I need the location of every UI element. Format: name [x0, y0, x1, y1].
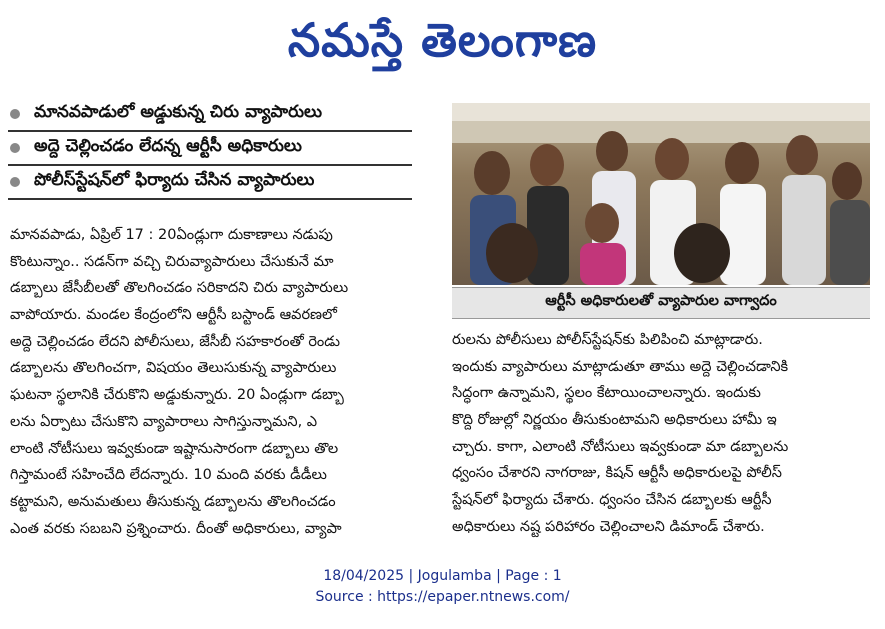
bullet-icon — [10, 143, 20, 153]
highlight-item — [8, 98, 412, 132]
article-line: మానవపాడు, ఏప్రిల్ 17 : 20ఏండ్లుగా దుకాణాలు నడుపు — [10, 227, 333, 243]
article-line: కట్టామని, అనుమతులు తీసుకున్న డబ్బాలను తొలగించడం — [10, 493, 336, 510]
article-line: చ్చారు. కాగా, ఎలాంటి నోటీసులు ఇవ్వకుండా మా డబ్బాలను — [452, 438, 789, 455]
bullet-icon — [10, 177, 20, 187]
edition-info: 18/04/2025 | Jogulamba | Page : 1 — [323, 568, 562, 584]
article-line: కొంటున్నాం.. సడన్‌గా వచ్చి చిరువ్యాపారులు చేసుకునే మా — [10, 253, 334, 270]
article-line: వాపోయారు. మండల కేంద్రంలోని ఆర్టీసీ బస్టాండ్ ఆవరణలో — [10, 307, 337, 324]
article-line: ఎంత వరకు సబబని ప్రశ్నించారు. దీంతో అధికారులు, వ్యాపా — [10, 520, 342, 537]
highlights-list — [8, 98, 412, 200]
highlight-text: పోలీస్‌స్టేషన్‌లో ఫిర్యాదు చేసిన వ్యాపారులు — [34, 170, 315, 190]
bullet-icon — [10, 109, 20, 119]
article-line: లను ఏర్పాటు చేసుకొని వ్యాపారాలు సాగిస్తున్నామని, ఎ — [10, 413, 318, 430]
article-line: గిస్తామంటే సహించేది లేదన్నారు. 10 మంది వరకు డీడీలు — [10, 467, 327, 484]
article-line: స్టేషన్‌లో ఫిర్యాదు చేశారు. ధ్వంసం చేసిన డబ్బాలకు ఆర్టీసీ — [452, 492, 772, 509]
article-line: రులను పోలీసులు పోలీస్‌స్టేషన్‌కు పిలిపించి మాట్లాడారు. — [452, 332, 763, 348]
news-photo — [452, 103, 870, 285]
article-line: ధ్వంసం చేశారని నాగరాజు, కిషన్ ఆర్టీసీ అధికారులపై పోలీస్ — [452, 465, 782, 482]
photo-caption: ఆర్టీసీ అధికారులతో వ్యాపారుల వాగ్వాదం — [452, 287, 870, 319]
highlight-text: మానవపాడులో అడ్డుకున్న చిరు వ్యాపారులు — [34, 102, 322, 122]
newspaper-masthead: నమస్తే తెలంగాణ — [287, 13, 598, 67]
article-line: సిద్ధంగా ఉన్నామని, స్థలం కేటాయించాలన్నారు. ఇందుకు — [452, 385, 761, 402]
article-line: డబ్బాలను తొలగించగా, విషయం తెలుసుకున్న వ్యాపారులు — [10, 360, 337, 377]
page-footer — [0, 566, 885, 608]
article-column-right — [452, 327, 874, 541]
article-line: డబ్బాలు జేసీబీలతో తొలగించడం సరికాదని చిరు వ్యాపారులు — [10, 280, 349, 297]
article-line: ఘటనా స్థలానికి చేరుకొని అడ్డుకున్నారు. 20 ఏండ్లుగా డబ్బా — [10, 387, 344, 404]
article-line: కొద్ది రోజుల్లో నిర్ణయం తీసుకుంటామని అధికారులు హామీ ఇ — [452, 412, 777, 429]
highlight-item — [8, 132, 412, 166]
article-column-left — [10, 222, 420, 542]
highlight-text: అద్దె చెల్లించడం లేదన్న ఆర్టీసీ అధికారులు — [34, 136, 302, 156]
crowd-photo-illustration — [452, 103, 870, 285]
source-link[interactable]: Source : https://epaper.ntnews.com/ — [315, 589, 570, 605]
article-line: అద్దె చెల్లించడం లేదని పోలీసులు, జేసీబీ సహకారంతో రెండు — [10, 333, 341, 350]
article-line: లాంటి నోటీసులు ఇవ్వకుండా ఇష్టానుసారంగా డబ్బాలు తొల — [10, 440, 339, 457]
article-line: ఇందుకు వ్యాపారులు మాట్లాడుతూ తాము అద్దె చెల్లించడానికి — [452, 358, 789, 375]
highlight-item — [8, 166, 412, 200]
article-line: అధికారులు నష్ట పరిహారం చెల్లించాలని డిమాండ్ చేశారు. — [452, 518, 765, 535]
